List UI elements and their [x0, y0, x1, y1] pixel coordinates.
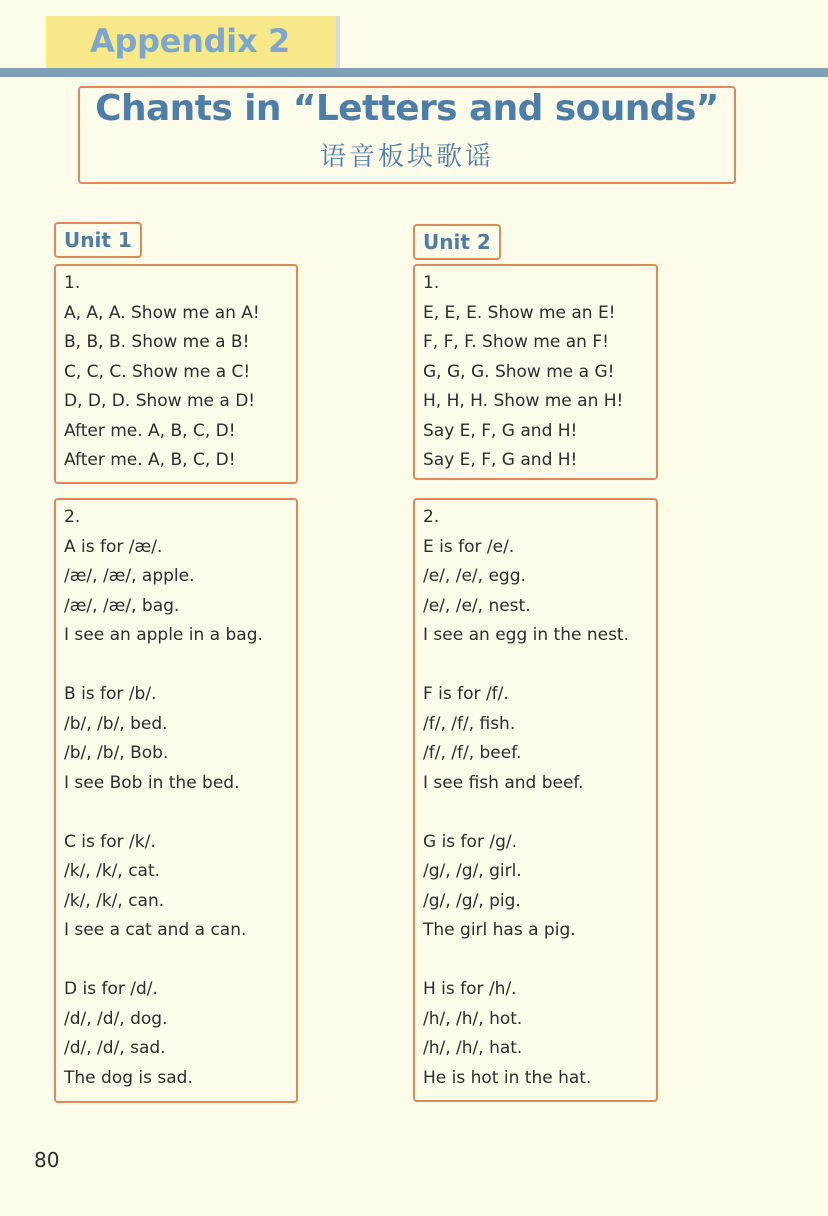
appendix-heading: Appendix 2 — [90, 22, 290, 60]
chant-line: 1. — [64, 273, 81, 293]
chant-line: B is for /b/. — [64, 684, 157, 704]
chant-line: After me. A, B, C, D! — [64, 420, 236, 441]
stanza-gap — [423, 798, 656, 828]
chant-line: C is for /k/. — [64, 831, 156, 852]
chant-line: A, A, A. Show me an A! — [64, 302, 260, 323]
stanza-gap — [423, 651, 656, 681]
chant-line: H, H, H. Show me an H! — [423, 391, 624, 411]
chant-line: I see an egg in the nest. — [423, 625, 630, 645]
chant-line: /d/, /d/, dog. — [64, 1008, 168, 1029]
chant-line: /h/, /h/, hat. — [423, 1038, 523, 1058]
chant-line: /h/, /h/, hot. — [423, 1008, 523, 1029]
chant-line: /k/, /k/, can. — [64, 890, 165, 911]
chant-line: 1. — [423, 273, 440, 293]
unit-2-chant-1-box — [413, 264, 658, 480]
chant-line: /d/, /d/, sad. — [64, 1038, 166, 1058]
chant-line: H is for /h/. — [423, 979, 517, 999]
chant-number: 2. — [64, 507, 81, 527]
chant-line: C, C, C. Show me a C! — [64, 361, 251, 382]
chant-line: D is for /d/. — [64, 979, 158, 999]
chant-line: I see a cat and a can. — [64, 920, 247, 940]
chant-line: /f/, /f/, fish. — [423, 713, 516, 734]
stanza-gap — [64, 946, 296, 976]
title-box — [78, 86, 736, 184]
chant-line: /e/, /e/, nest. — [423, 595, 531, 616]
unit-1-chant-1-box — [54, 264, 298, 484]
chant-line: After me. A, B, C, D! — [64, 450, 236, 470]
chant-line: The dog is sad. — [64, 1067, 193, 1088]
chant-line: I see an apple in a bag. — [64, 625, 263, 645]
page-title: Chants in “Letters and sounds” — [95, 88, 719, 129]
chant-number: 2. — [423, 507, 440, 527]
chant-line: /k/, /k/, cat. — [64, 861, 161, 881]
chant-line: /f/, /f/, beef. — [423, 743, 522, 763]
chant-line: F is for /f/. — [423, 684, 509, 704]
chant-line: He is hot in the hat. — [423, 1067, 592, 1088]
chant-line: B, B, B. Show me a B! — [64, 332, 250, 352]
appendix-tab — [46, 16, 336, 68]
unit-2-label: Unit 2 — [413, 224, 501, 260]
chant-line: F, F, F. Show me an F! — [423, 332, 609, 352]
chant-line: /b/, /b/, bed. — [64, 713, 168, 734]
unit-1-chant-2-box — [54, 498, 298, 1103]
chant-line: D, D, D. Show me a D! — [64, 391, 256, 411]
chant-line: The girl has a pig. — [423, 920, 576, 940]
chant-line: /b/, /b/, Bob. — [64, 743, 169, 763]
chant-line: G, G, G. Show me a G! — [423, 361, 615, 382]
chant-line: /æ/, /æ/, bag. — [64, 595, 180, 616]
chant-line: /æ/, /æ/, apple. — [64, 566, 195, 586]
stanza-gap — [64, 651, 296, 681]
chant-line: /g/, /g/, pig. — [423, 890, 521, 911]
stanza-gap — [64, 798, 296, 828]
chant-line: A is for /æ/. — [64, 536, 163, 557]
chant-line: E is for /e/. — [423, 536, 515, 557]
header-rule — [0, 68, 828, 77]
page-number: 80 — [34, 1148, 60, 1172]
chant-line: E, E, E. Show me an E! — [423, 302, 616, 323]
chant-line: I see Bob in the bed. — [64, 772, 240, 793]
chant-line: I see fish and beef. — [423, 772, 584, 793]
chant-line: Say E, F, G and H! — [423, 420, 578, 441]
unit-1-label: Unit 1 — [54, 222, 142, 258]
chant-line: /e/, /e/, egg. — [423, 566, 526, 586]
stanza-gap — [423, 946, 656, 976]
chant-line: G is for /g/. — [423, 831, 517, 852]
page-subtitle-chinese: 语音板块歌谣 — [319, 142, 494, 172]
unit-2-chant-2-box — [413, 498, 658, 1102]
chant-line: Say E, F, G and H! — [423, 450, 578, 470]
chant-line: /g/, /g/, girl. — [423, 861, 522, 881]
